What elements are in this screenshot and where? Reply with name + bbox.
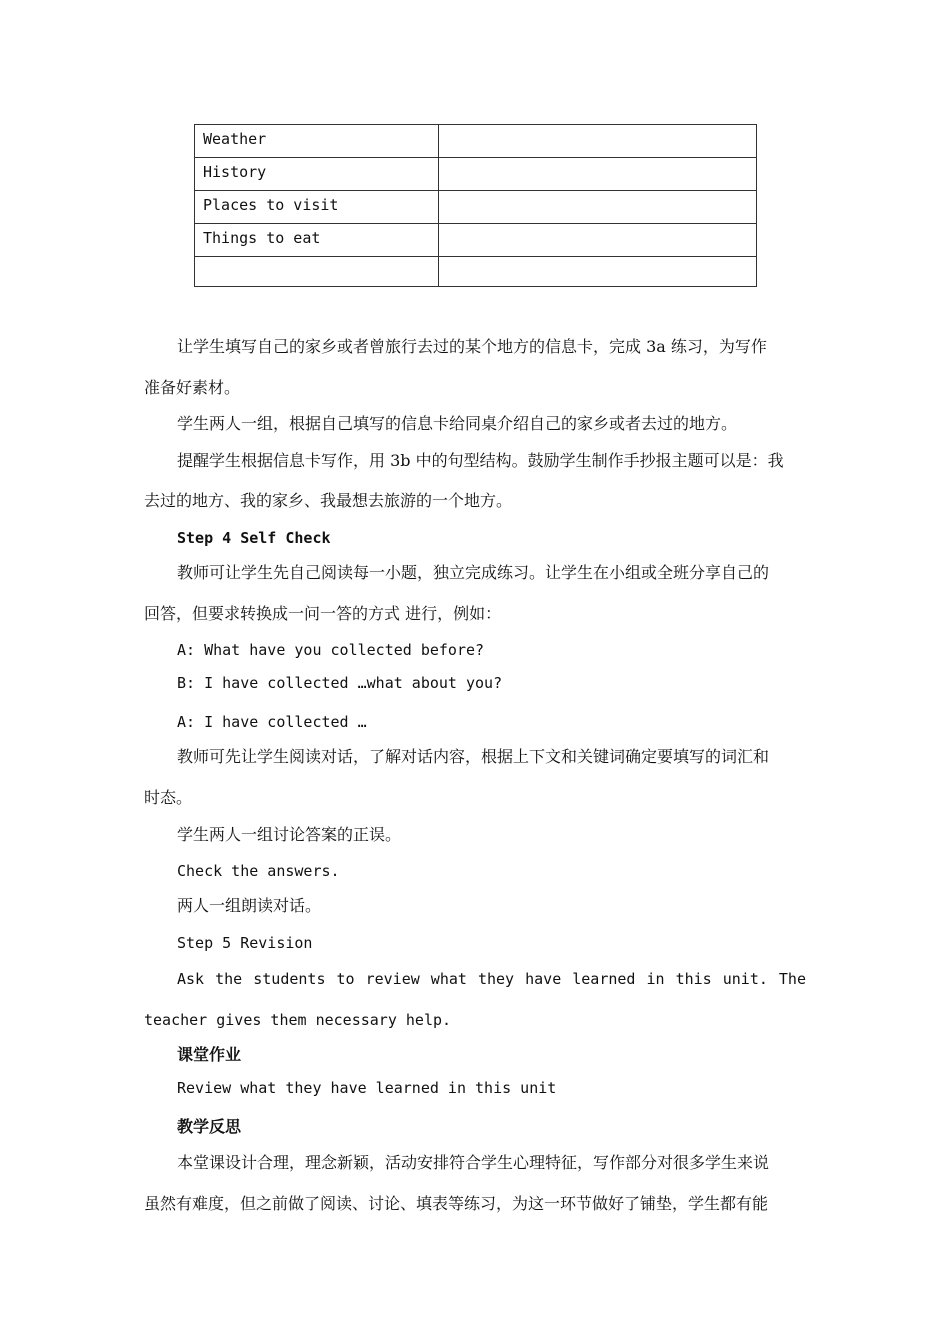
step-heading: Step 5 Revision bbox=[177, 934, 313, 952]
table-cell-value bbox=[439, 125, 757, 158]
info-card-table bbox=[194, 124, 757, 287]
paragraph-line: 本堂课设计合理，理念新颖，活动安排符合学生心理特征，写作部分对很多学生来说 bbox=[177, 1153, 770, 1172]
paragraph-line: 教师可先让学生阅读对话，了解对话内容，根据上下文和关键词确定要填写的词汇和 bbox=[177, 747, 770, 766]
dialog-line: B: I have collected …what about you? bbox=[177, 674, 503, 692]
dialog-line: A: What have you collected before? bbox=[177, 641, 485, 659]
table-cell-label: Places to visit bbox=[195, 191, 439, 224]
table-cell-value bbox=[439, 158, 757, 191]
paragraph-line: 两人一组朗读对话。 bbox=[177, 896, 322, 915]
section-heading-homework: 课堂作业 bbox=[177, 1045, 242, 1064]
paragraph-line: Check the answers. bbox=[177, 862, 340, 880]
paragraph-line: 学生两人一组，根据自己填写的信息卡给同桌介绍自己的家乡或者去过的地方。 bbox=[177, 414, 738, 433]
table-row bbox=[195, 158, 757, 191]
paragraph-line: 学生两人一组讨论答案的正误。 bbox=[177, 825, 402, 844]
dialog-line: A: I have collected … bbox=[177, 713, 367, 731]
table-cell-value bbox=[439, 224, 757, 257]
table-cell-label: Things to eat bbox=[195, 224, 439, 257]
table-cell-value bbox=[439, 257, 757, 287]
paragraph-line: Review what they have learned in this unit bbox=[177, 1079, 557, 1097]
step-heading: Step 4 Self Check bbox=[177, 529, 331, 547]
paragraph-line: 教师可让学生先自己阅读每一小题，独立完成练习。让学生在小组或全班分享自己的 bbox=[177, 563, 770, 582]
table-row bbox=[195, 224, 757, 257]
paragraph-line: 准备好素材。 bbox=[144, 378, 241, 397]
table-row bbox=[195, 257, 757, 287]
table-cell-label bbox=[195, 257, 439, 287]
table-cell-label: Weather bbox=[195, 125, 439, 158]
table-cell-value bbox=[439, 191, 757, 224]
paragraph-line: 让学生填写自己的家乡或者曾旅行去过的某个地方的信息卡，完成 3a 练习，为写作 bbox=[177, 337, 767, 356]
table-cell-label: History bbox=[195, 158, 439, 191]
table-row bbox=[195, 125, 757, 158]
paragraph-line: 虽然有难度，但之前做了阅读、讨论、填表等练习，为这一环节做好了铺垫，学生都有能 bbox=[144, 1194, 769, 1213]
paragraph-line: teacher gives them necessary help. bbox=[144, 1011, 452, 1029]
paragraph-line: 时态。 bbox=[144, 788, 193, 807]
paragraph-line: Ask the students to review what they have learned in this unit. The bbox=[177, 970, 806, 988]
paragraph-line: 回答，但要求转换成一问一答的方式 进行，例如： bbox=[144, 604, 502, 623]
section-heading-reflection: 教学反思 bbox=[177, 1117, 242, 1136]
table-row bbox=[195, 191, 757, 224]
paragraph-line: 去过的地方、我的家乡、我最想去旅游的一个地方。 bbox=[144, 491, 513, 510]
paragraph-line: 提醒学生根据信息卡写作，用 3b 中的句型结构。鼓励学生制作手抄报主题可以是：我 bbox=[177, 451, 784, 470]
